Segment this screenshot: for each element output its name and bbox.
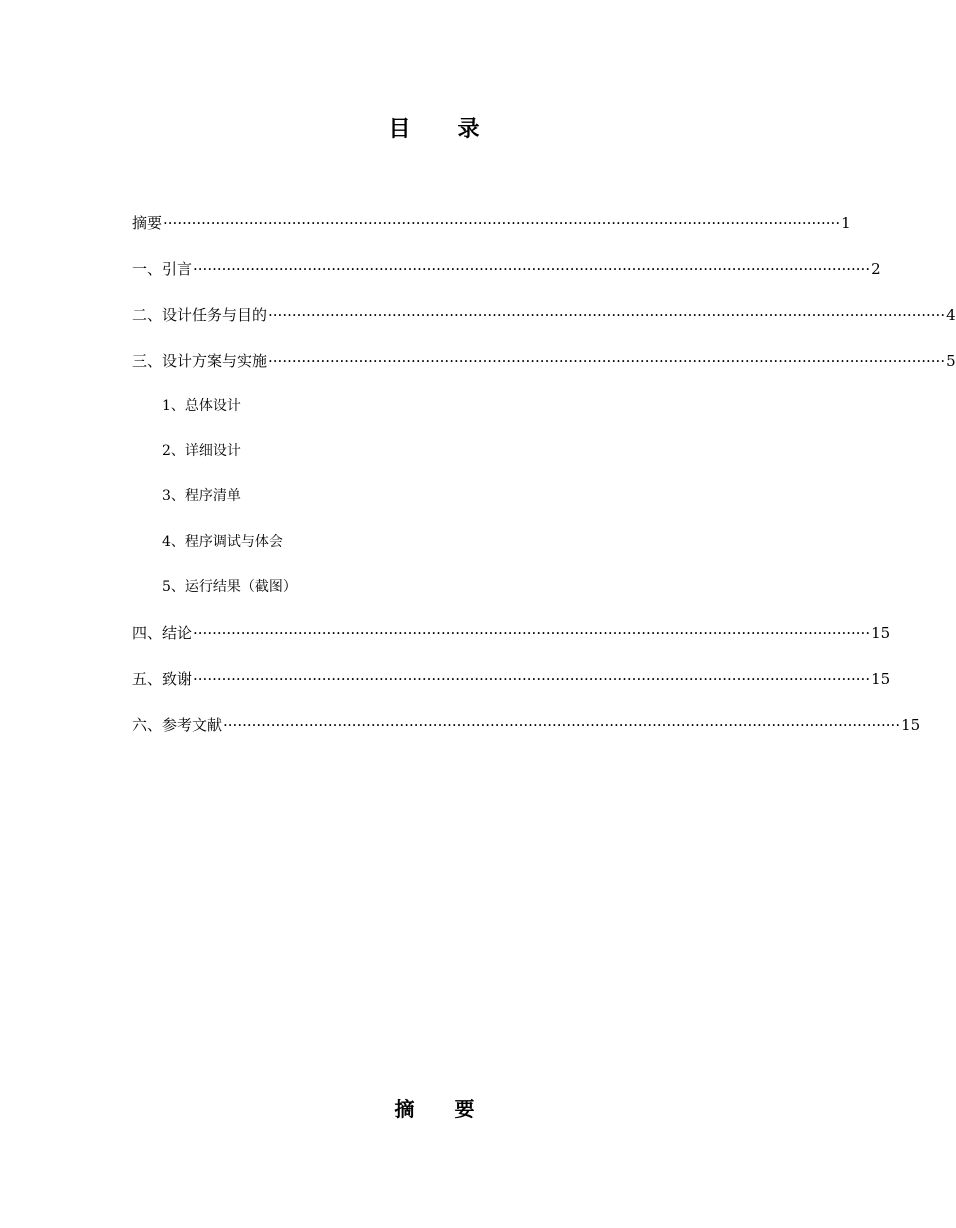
dot-leader: ·············································································································································· bbox=[223, 716, 901, 734]
toc-entry-label: 四、结论 bbox=[132, 624, 193, 642]
toc-entry-references[interactable] bbox=[132, 714, 921, 736]
toc-entry-label: 五、致谢 bbox=[132, 670, 193, 688]
dot-leader: ·············································································································································· bbox=[193, 624, 871, 642]
toc-entry-introduction[interactable] bbox=[132, 258, 881, 280]
toc-subentry[interactable]: 3、程序清单 bbox=[162, 488, 241, 504]
toc-subentry[interactable]: 1、总体设计 bbox=[162, 398, 241, 414]
toc-entry-label: 二、设计任务与目的 bbox=[132, 306, 268, 324]
toc-entry-design-plan[interactable] bbox=[132, 350, 956, 372]
dot-leader: ·············································································································································· bbox=[193, 260, 871, 278]
toc-entry-page: 4 bbox=[946, 306, 956, 324]
toc-entry-page: 2 bbox=[871, 260, 881, 278]
toc-entry-label: 摘要 bbox=[132, 214, 163, 232]
toc-entry-label: 三、设计方案与实施 bbox=[132, 352, 268, 370]
dot-leader: ·············································································································································· bbox=[163, 214, 841, 232]
toc-entry-abstract[interactable] bbox=[132, 212, 851, 234]
toc-entry-acknowledgements[interactable] bbox=[132, 668, 891, 690]
toc-entry-page: 15 bbox=[901, 716, 921, 734]
toc-entry-design-task[interactable] bbox=[132, 304, 956, 326]
toc-entry-page: 5 bbox=[946, 352, 956, 370]
toc-entry-label: 一、引言 bbox=[132, 260, 193, 278]
toc-entry-page: 1 bbox=[841, 214, 851, 232]
abstract-title: 摘 要 bbox=[394, 1097, 475, 1121]
toc-entry-label: 六、参考文献 bbox=[132, 716, 223, 734]
toc-subentry[interactable]: 5、运行结果（截图） bbox=[162, 579, 297, 595]
toc-entry-page: 15 bbox=[871, 670, 891, 688]
toc-title: 目 录 bbox=[388, 116, 481, 142]
toc-subentry[interactable]: 2、详细设计 bbox=[162, 443, 241, 459]
dot-leader: ·············································································································································· bbox=[193, 670, 871, 688]
toc-entry-page: 15 bbox=[871, 624, 891, 642]
toc-subentry[interactable]: 4、程序调试与体会 bbox=[162, 534, 283, 550]
dot-leader: ·············································································································································· bbox=[268, 306, 946, 324]
toc-entry-conclusion[interactable] bbox=[132, 622, 891, 644]
dot-leader: ·············································································································································· bbox=[268, 352, 946, 370]
